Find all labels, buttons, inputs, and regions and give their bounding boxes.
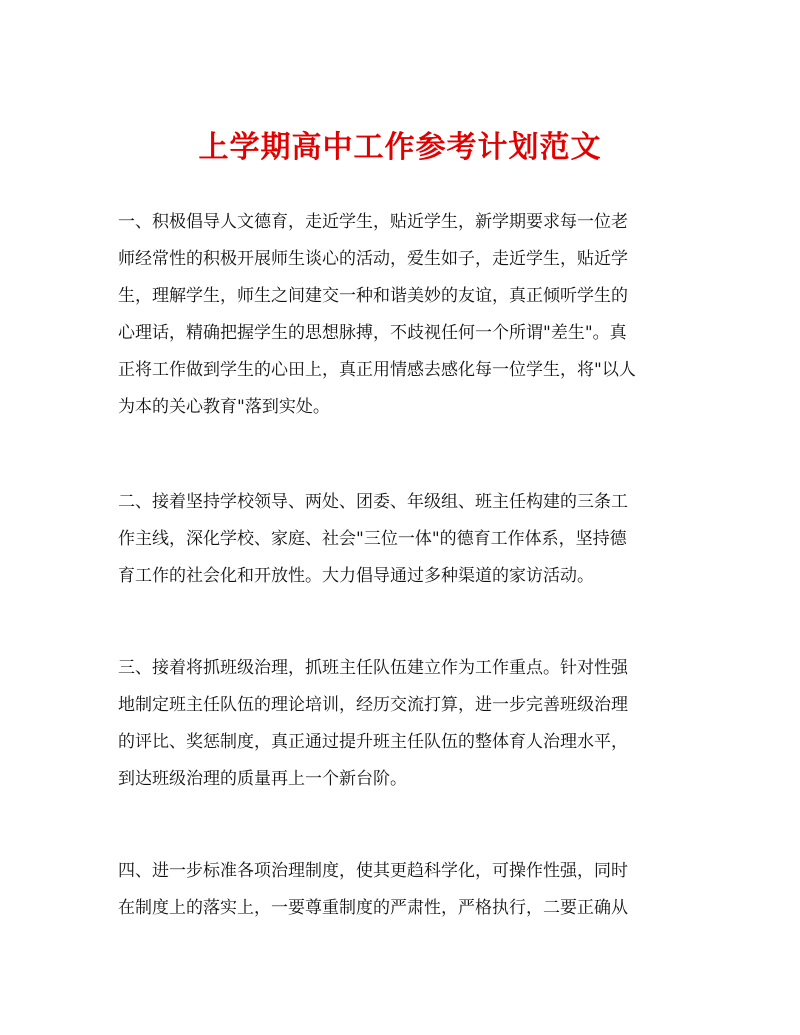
paragraph-4 [118,853,678,927]
paragraph-line: 一、积极倡导人文德育，走近学生，贴近学生，新学期要求每一位老 [118,212,628,232]
paragraph-line: 正将工作做到学生的心田上，真正用情感去感化每一位学生，将"以人 [118,360,636,380]
document-title: 上学期高中工作参考计划范文 [198,130,602,166]
paragraph-line: 二、接着坚持学校领导、两处、团委、年级组、班主任构建的三条工 [118,492,628,512]
paragraph-line: 四、进一步标准各项治理制度，使其更趋科学化，可操作性强，同时 [118,861,628,881]
paragraph-line: 在制度上的落实上，一要尊重制度的严肃性，严格执行，二要正确从 [118,898,628,918]
paragraph-line: 为本的关心教育"落到实处。 [118,397,330,417]
paragraph-3 [118,650,678,798]
paragraph-line: 到达班级治理的质量再上一个新台阶。 [118,769,407,789]
paragraph-line: 三、接着将抓班级治理，抓班主任队伍建立作为工作重点。针对性强 [118,658,628,678]
paragraph-line: 育工作的社会化和开放性。大力倡导通过多种渠道的家访活动。 [118,566,594,586]
paragraph-line: 师经常性的积极开展师生谈心的活动，爱生如子，走近学生，贴近学 [118,249,628,269]
paragraph-line: 生，理解学生，师生之间建交一种和谐美妙的友谊，真正倾听学生的 [118,286,628,306]
paragraph-2 [118,484,678,595]
paragraph-line: 的评比、奖惩制度，真正通过提升班主任队伍的整体育人治理水平， [118,732,628,752]
paragraph-line: 作主线，深化学校、家庭、社会"三位一体"的德育工作体系，坚持德 [118,529,627,549]
paragraph-1 [118,204,678,426]
paragraph-line: 地制定班主任队伍的理论培训，经历交流打算，进一步完善班级治理 [118,695,628,715]
paragraph-line: 心理话，精确把握学生的思想脉搏，不歧视任何一个所谓"差生"。真 [118,323,627,343]
